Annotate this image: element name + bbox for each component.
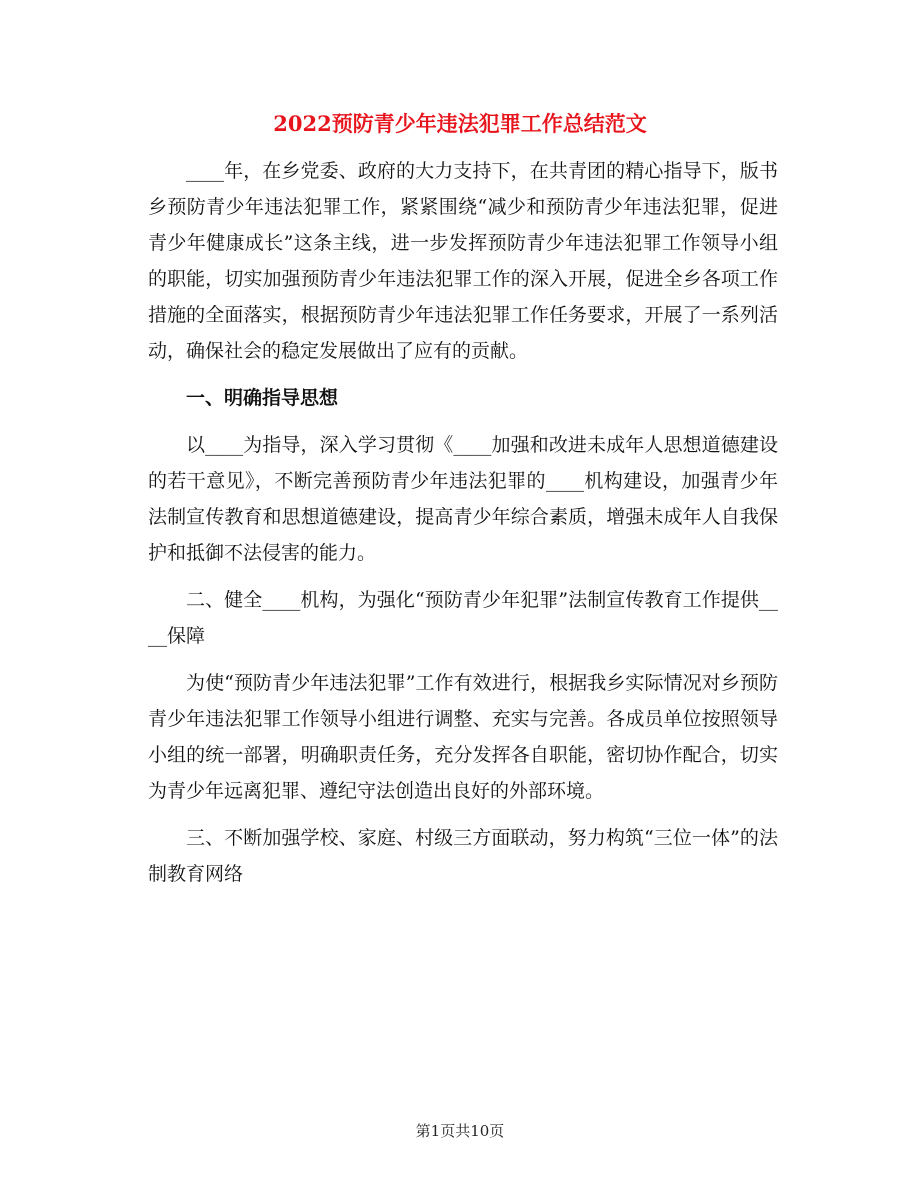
document-title: 2022预防青少年违法犯罪工作总结范文 <box>273 111 647 136</box>
paragraph-section-1: 以____为指导，深入学习贯彻《____加强和改进未成年人思想道德建设的若干意见》，不断完善预防青少年违法犯罪的____机构建设，加强青少年法制宣传教育和思想道德建设，提高青少年综合素质，增强未成年人自我保护和抵御不法侵害的能力。 <box>148 434 778 564</box>
section-heading-3: 三、不断加强学校、家庭、村级三方面联动，努力构筑“三位一体”的法制教育网络 <box>148 827 778 885</box>
paragraph-intro: ____年，在乡党委、政府的大力支持下，在共青团的精心指导下，版书乡预防青少年违法犯罪工作，紧紧围绕“减少和预防青少年违法犯罪，促进青少年健康成长”这条主线，进一步发挥预防青少年违法犯罪工作领导小组的职能，切实加强预防青少年违法犯罪工作的深入开展，促进全乡各项工作措施的全面落实，根据预防青少年违法犯罪工作任务要求，开展了一系列活动，确保社会的稳定发展做出了应有的贡献。 <box>148 160 778 362</box>
paragraph-section-2: 为使“预防青少年违法犯罪”工作有效进行，根据我乡实际情况对乡预防青少年违法犯罪工作领导小组进行调整、充实与完善。各成员单位按照领导小组的统一部署，明确职责任务，充分发挥各自职能，密切协作配合，切实为青少年远离犯罪、遵纪守法创造出良好的外部环境。 <box>148 672 778 802</box>
section-heading-1: 一、明确指导思想 <box>186 387 339 409</box>
section-heading-2: 二、健全____机构，为强化“预防青少年犯罪”法制宣传教育工作提供____保障 <box>148 589 778 647</box>
page-number: 第1页共10页 <box>415 1122 505 1140</box>
document-body <box>148 153 778 903</box>
